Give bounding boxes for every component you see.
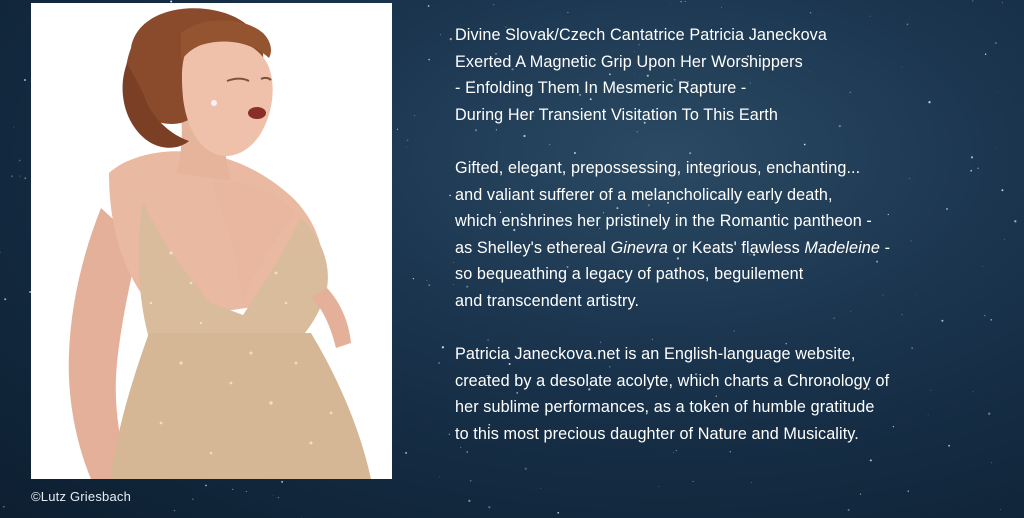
star-dot [440, 34, 441, 35]
star-dot [995, 42, 997, 44]
star-dot [273, 495, 274, 496]
star-dot [540, 488, 541, 489]
star-dot [449, 434, 450, 435]
star-dot [428, 59, 430, 61]
star-dot [908, 490, 909, 491]
star-dot [450, 38, 452, 40]
star-dot [870, 16, 871, 17]
star-dot [1002, 2, 1003, 3]
star-dot [281, 481, 283, 483]
intro-line: - Enfolding Them In Mesmeric Rapture - [455, 79, 747, 98]
star-dot [442, 346, 444, 348]
about-line: to this most precious daughter of Nature and Musicality. [455, 424, 859, 443]
star-dot [470, 480, 472, 482]
star-dot [11, 175, 13, 177]
star-dot [659, 486, 660, 487]
star-dot [232, 489, 233, 490]
star-dot [205, 485, 207, 487]
intro-line: During Her Transient Visitation To This Earth [455, 105, 779, 124]
star-dot [24, 79, 26, 81]
star-dot [685, 1, 686, 2]
star-dot [1000, 509, 1001, 510]
tribute-line: which enshrines her pristinely in the Romantic pantheon - [455, 212, 872, 231]
star-dot [405, 452, 407, 454]
star-dot [453, 284, 454, 285]
star-dot [567, 12, 568, 13]
star-dot [493, 4, 494, 5]
star-dot [468, 500, 470, 502]
intro-line: Divine Slovak/Czech Cantatrice Patricia Janeckova [455, 26, 827, 44]
star-dot [438, 362, 440, 364]
star-dot [860, 493, 861, 494]
star-dot [4, 298, 6, 300]
tribute-text: or Keats' flawless [667, 238, 805, 257]
about-paragraph [455, 341, 995, 447]
tribute-line: Gifted, elegant, prepossessing, integrious, enchanting... [455, 158, 861, 177]
ginevra-italic: Ginevra [610, 238, 668, 257]
intro-line: Exerted A Magnetic Grip Upon Her Worshippers [455, 52, 803, 71]
star-dot [428, 5, 430, 7]
star-dot [751, 482, 752, 483]
intro-paragraph [455, 22, 995, 128]
star-dot [1001, 189, 1003, 191]
star-dot [670, 4, 671, 5]
tribute-line: and transcendent artistry. [455, 291, 640, 310]
star-dot [693, 481, 694, 482]
star-dot [1014, 220, 1016, 222]
star-dot [557, 512, 559, 514]
star-dot [278, 497, 279, 498]
star-dot [1004, 239, 1005, 240]
star-dot [810, 12, 811, 13]
singer-photo [31, 3, 392, 479]
star-dot [449, 195, 451, 197]
star-dot [174, 510, 175, 511]
intro-text-block [455, 22, 995, 474]
star-dot [848, 509, 850, 511]
star-dot [397, 129, 398, 130]
star-dot [24, 177, 26, 179]
photo-credit: ©Lutz Griesbach [31, 489, 132, 504]
tribute-text: as Shelley's ethereal [455, 238, 611, 257]
star-dot [680, 1, 681, 2]
star-dot [407, 147, 408, 148]
star-dot [439, 476, 440, 477]
tribute-text: - [880, 238, 891, 257]
tribute-paragraph [455, 155, 995, 315]
star-dot [414, 115, 415, 116]
star-dot [972, 0, 973, 1]
star-dot [20, 176, 21, 177]
star-dot [721, 7, 722, 8]
star-dot [3, 506, 5, 508]
about-line: her sublime performances, as a token of humble gratitude [455, 398, 875, 417]
star-dot [0, 252, 1, 253]
star-dot [19, 160, 21, 162]
star-dot [998, 92, 999, 93]
star-dot [407, 139, 409, 141]
star-dot [488, 506, 490, 508]
star-dot [428, 284, 430, 286]
singer-portrait-image [31, 3, 392, 479]
madeleine-italic: Madeleine [804, 238, 880, 257]
star-dot [192, 499, 193, 500]
about-line: Patricia Janeckova.net is an English-language website, [455, 345, 856, 364]
about-line: created by a desolate acolyte, which charts a Chronology of [455, 371, 890, 390]
tribute-line: and valiant sufferer of a melancholically early death, [455, 185, 833, 204]
tribute-line: so bequeathing a legacy of pathos, beguilement [455, 265, 804, 284]
star-dot [246, 491, 247, 492]
tribute-line [455, 235, 995, 262]
star-dot [413, 278, 414, 279]
star-dot [426, 280, 427, 281]
star-dot [13, 127, 14, 128]
star-dot [995, 148, 996, 149]
